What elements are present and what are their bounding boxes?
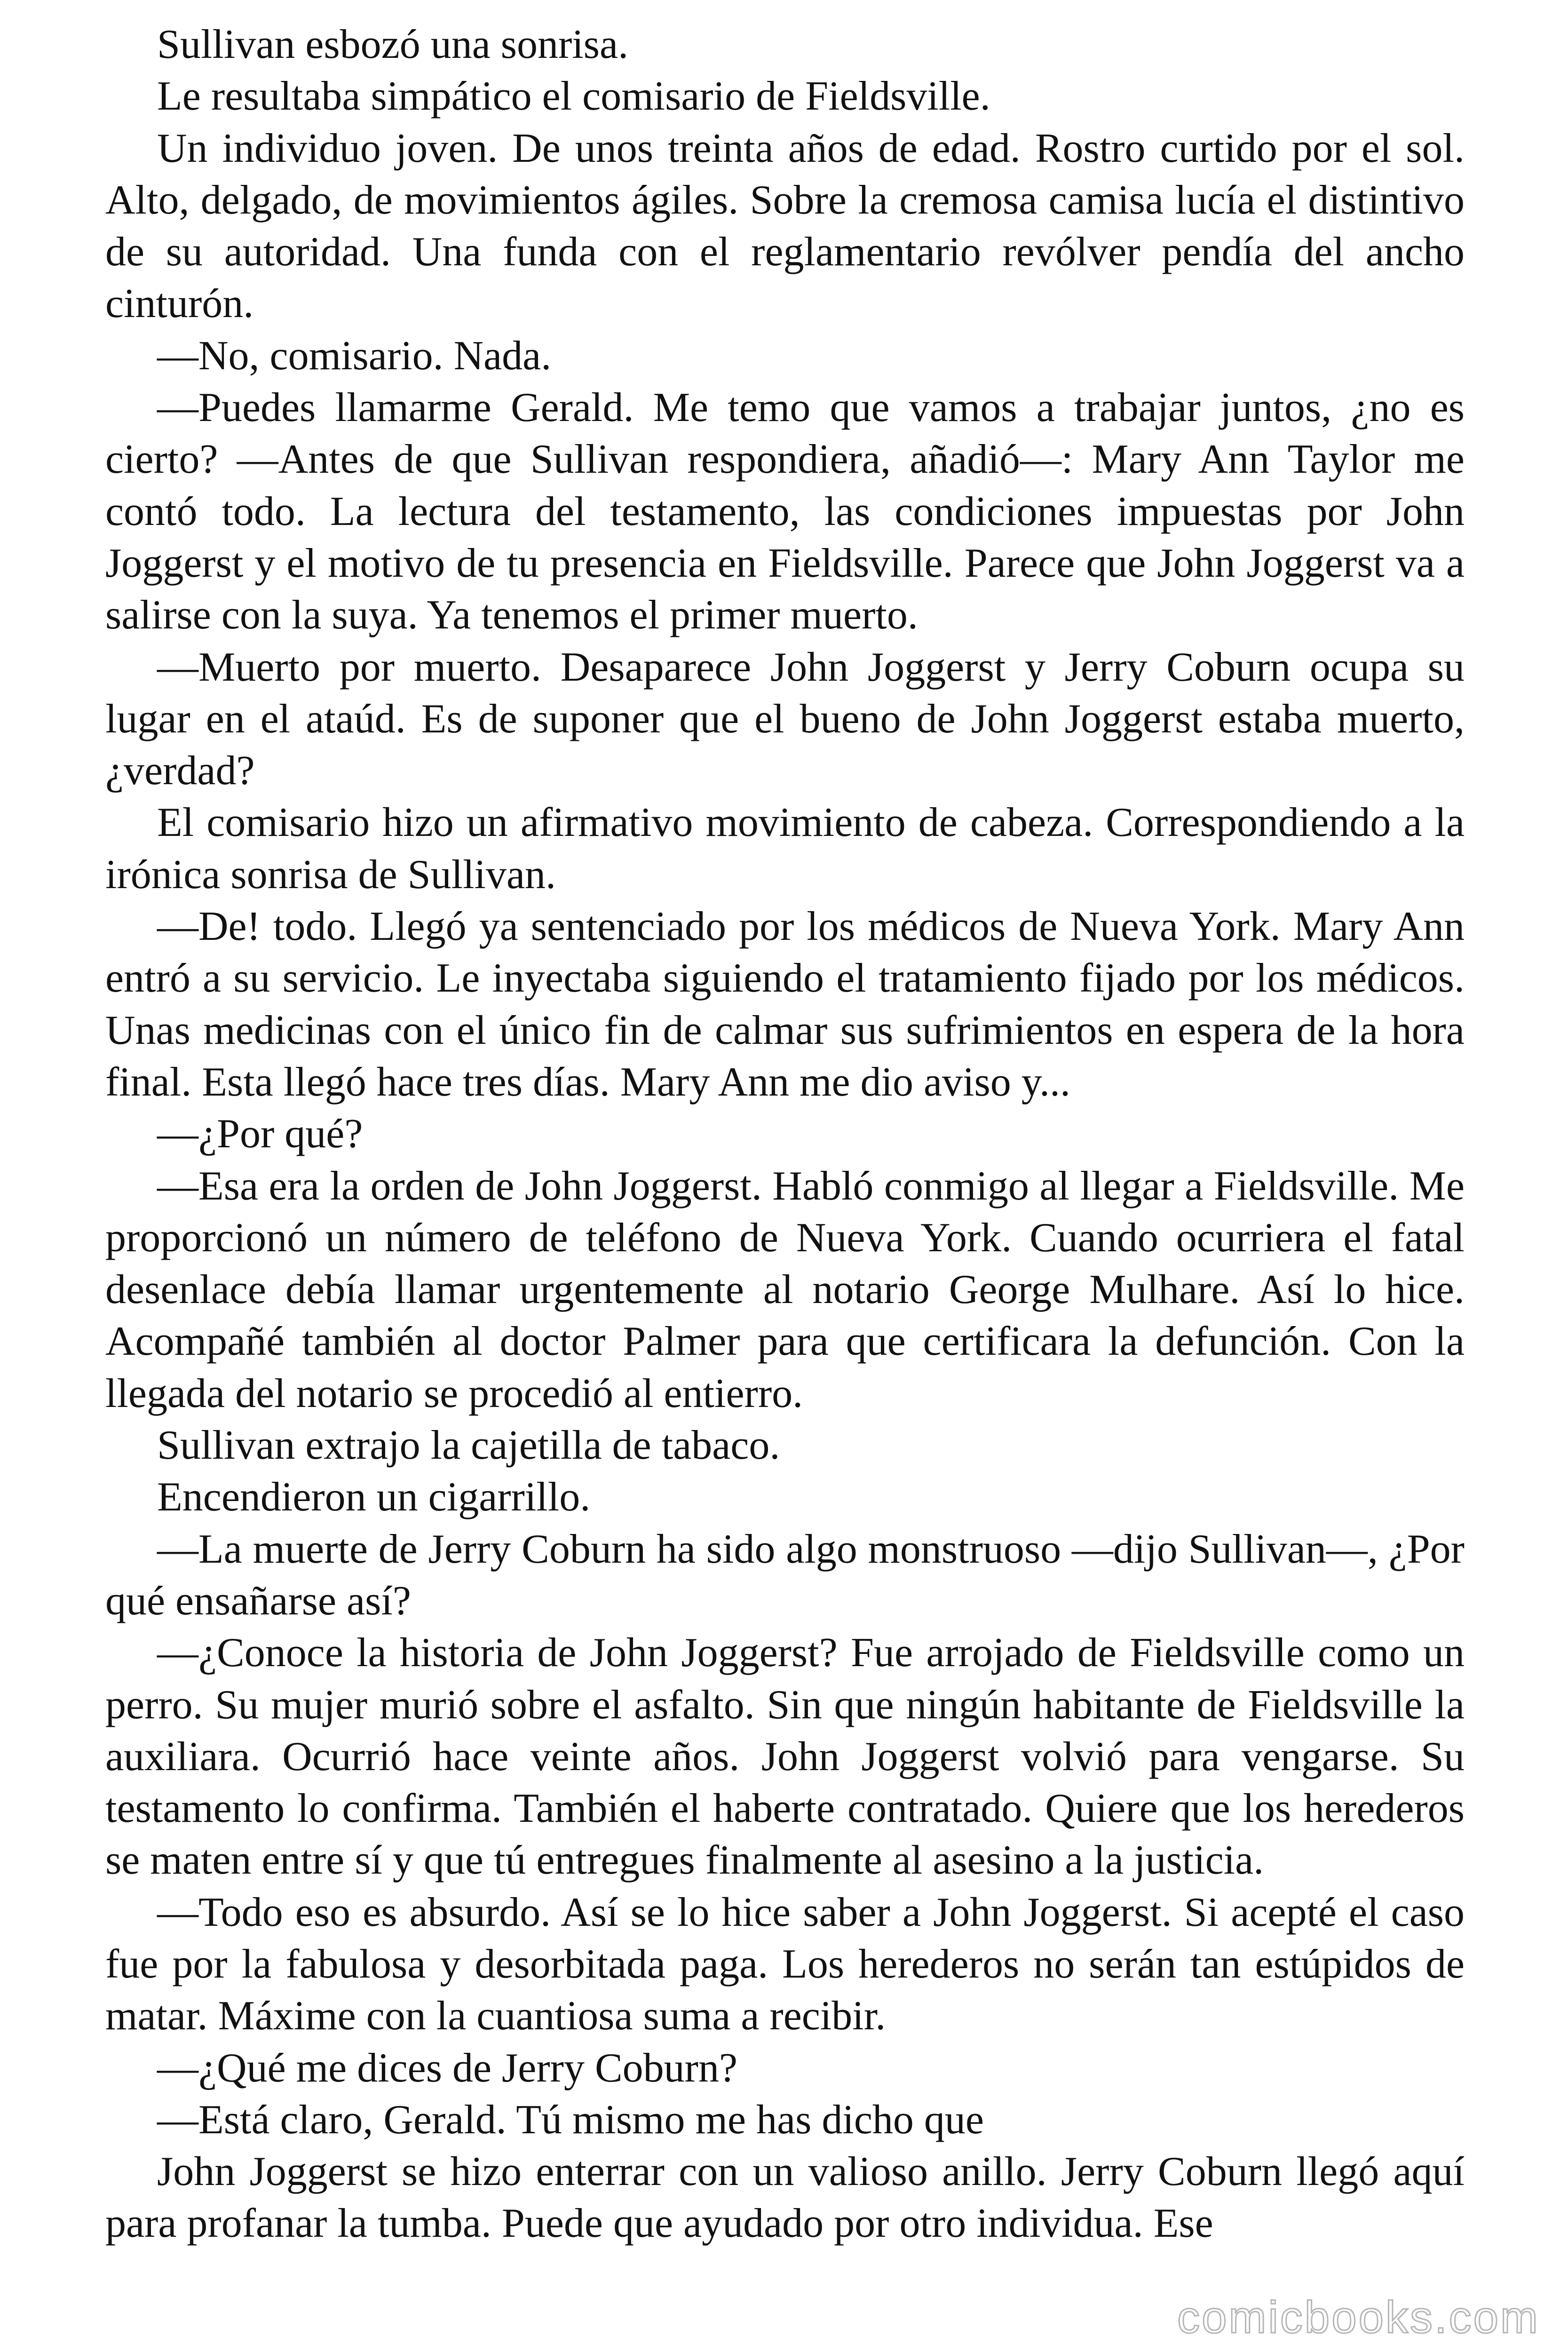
paragraph-15: —Todo eso es absurdo. Así se lo hice saber a John Joggerst. Si acepté el caso fue por la fabulosa y desorbitada paga. Los herederos no serán tan estúpidos de matar. Máxime con la cuantiosa suma a recibir. xyxy=(105,1889,1465,2039)
paragraph-16: —¿Qué me dices de Jerry Coburn? xyxy=(157,2045,738,2091)
paragraph-18: John Joggerst se hizo enterrar con un valioso anillo. Jerry Coburn llegó aquí para profanar la tumba. Puede que ayudado por otro individua. Ese xyxy=(105,2149,1465,2247)
watermark: comicbooks.com xyxy=(1177,2292,1540,2343)
paragraph-8: —De! todo. Llegó ya sentenciado por los médicos de Nueva York. Mary Ann entró a su servicio. Le inyectaba siguiendo el tratamiento fijado por los médicos. Unas medicinas con el único fin de calmar sus sufrimientos en espera de la hora final. Esta llegó hace tres días. Mary Ann me dio aviso y... xyxy=(105,904,1465,1105)
paragraph-12: Encendieron un cigarrillo. xyxy=(157,1474,591,1520)
paragraph-13: —La muerte de Jerry Coburn ha sido algo monstruoso —dijo Sullivan—, ¿Por qué ensañarse así? xyxy=(105,1526,1465,1624)
paragraph-9: —¿Por qué? xyxy=(157,1111,363,1157)
paragraph-3: Un individuo joven. De unos treinta años de edad. Rostro curtido por el sol. Alto, delgado, de movimientos ágiles. Sobre la cremosa camisa lucía el distintivo de su autoridad. Una funda con el reglamentario revólver pendía del ancho cinturón. xyxy=(105,125,1465,327)
paragraph-4: —No, comisario. Nada. xyxy=(157,333,552,379)
paragraph-5: —Puedes llamarme Gerald. Me temo que vamos a trabajar juntos, ¿no es cierto? —Antes de que Sullivan respondiera, añadió—: Mary Ann Taylor me contó todo. La lectura del testamento, las condiciones impuestas por John Joggerst y el motivo de tu presencia en Fieldsville. Parece que John Joggerst va a salirse con la suya. Ya tenemos el primer muerto. xyxy=(105,385,1465,638)
paragraph-2: Le resultaba simpático el comisario de Fieldsville. xyxy=(157,73,990,119)
paragraph-10: —Esa era la orden de John Joggerst. Habló conmigo al llegar a Fieldsville. Me proporcionó un número de teléfono de Nueva York. Cuando ocurriera el fatal desenlace debía llamar urgentemente al notario George Mulhare. Así lo hice. Acompañé también al doctor Palmer para que certificara la defunción. Con la llegada del notario se procedió al entierro. xyxy=(105,1163,1465,1416)
paragraph-6: —Muerto por muerto. Desaparece John Joggerst y Jerry Coburn ocupa su lugar en el ataúd. Es de suponer que el bueno de John Joggerst estaba muerto, ¿verdad? xyxy=(105,644,1465,794)
paragraph-1: Sullivan esbozó una sonrisa. xyxy=(157,22,629,67)
paragraph-7: El comisario hizo un afirmativo movimiento de cabeza. Correspondiendo a la irónica sonrisa de Sullivan. xyxy=(105,800,1465,898)
paragraph-11: Sullivan extrajo la cajetilla de tabaco. xyxy=(157,1422,780,1469)
body-text xyxy=(105,19,1465,2250)
paragraph-17: —Está claro, Gerald. Tú mismo me has dicho que xyxy=(157,2097,984,2143)
paragraph-14: —¿Conoce la historia de John Joggerst? Fue arrojado de Fieldsville como un perro. Su mujer murió sobre el asfalto. Sin que ningún habitante de Fieldsville la auxiliara. Ocurrió hace veinte años. John Joggerst volvió para vengarse. Su testamento lo confirma. También el haberte contratado. Quiere que los herederos se maten entre sí y que tú entregues finalmente al asesino a la justicia. xyxy=(105,1630,1465,1883)
